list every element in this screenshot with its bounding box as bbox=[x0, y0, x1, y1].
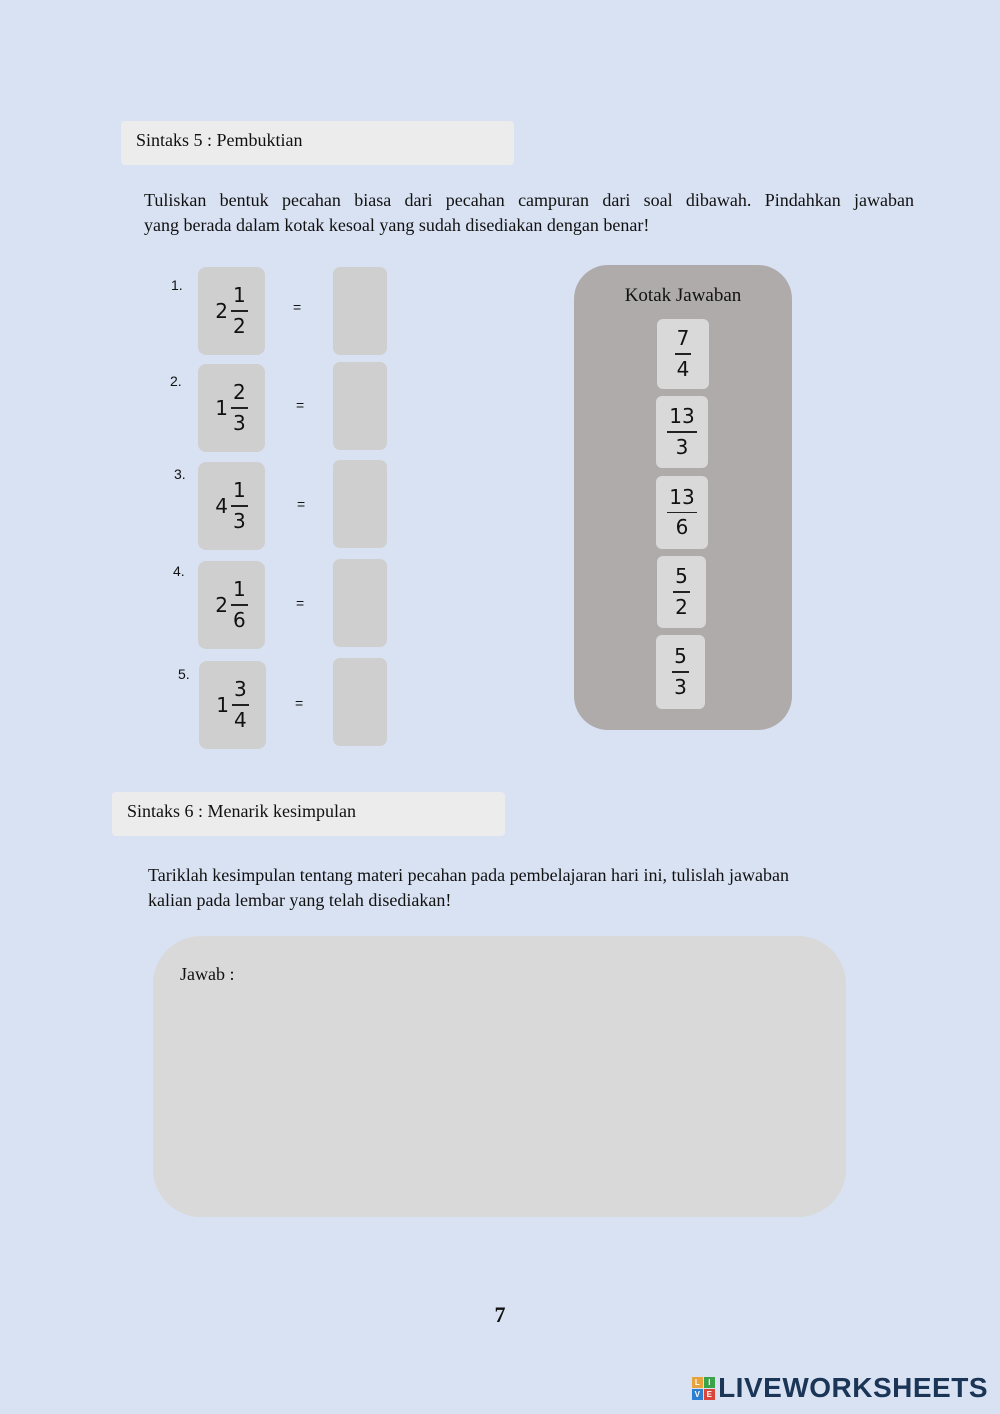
whole-number: 2 bbox=[215, 593, 228, 617]
numerator: 5 bbox=[675, 564, 688, 589]
answer-drop-box[interactable] bbox=[333, 460, 387, 548]
whole-number: 4 bbox=[215, 494, 228, 518]
equals-sign: = bbox=[296, 397, 305, 413]
denominator: 3 bbox=[233, 410, 246, 435]
section-6-header bbox=[112, 792, 505, 836]
answer-box-panel bbox=[574, 265, 792, 730]
page-number: 7 bbox=[494, 1302, 506, 1327]
fraction-bar bbox=[675, 353, 692, 355]
denominator: 3 bbox=[233, 508, 246, 533]
fraction-bar bbox=[667, 512, 696, 514]
denominator: 4 bbox=[234, 707, 247, 732]
question-mixed-fraction bbox=[198, 267, 265, 355]
question-number: 2. bbox=[170, 373, 182, 389]
section-5-instruction-line1: Tuliskan bentuk pecahan biasa dari pecahan campuran dari soal dibawah. Pindahkan jawaban bbox=[144, 190, 914, 210]
answer-label: Jawab : bbox=[180, 964, 235, 984]
denominator: 4 bbox=[676, 356, 690, 381]
question-mixed-fraction bbox=[198, 462, 265, 550]
question-number: 1. bbox=[171, 277, 183, 293]
answer-drop-box[interactable] bbox=[333, 267, 387, 355]
equals-sign: = bbox=[296, 595, 305, 611]
numerator: 2 bbox=[233, 380, 246, 405]
denominator: 6 bbox=[675, 515, 689, 540]
conclusion-answer-area[interactable] bbox=[153, 936, 846, 1217]
numerator: 1 bbox=[233, 577, 246, 602]
fraction-bar bbox=[673, 591, 690, 593]
equals-sign: = bbox=[293, 299, 302, 315]
answer-option[interactable] bbox=[656, 635, 705, 709]
answer-drop-box[interactable] bbox=[333, 362, 387, 450]
numerator: 5 bbox=[674, 644, 687, 669]
question-mixed-fraction bbox=[199, 661, 266, 749]
equals-sign: = bbox=[297, 496, 306, 512]
denominator: 3 bbox=[675, 434, 689, 459]
denominator: 2 bbox=[233, 313, 246, 338]
section-6-instruction bbox=[148, 863, 888, 913]
logo-text: LIVEWORKSHEETS bbox=[718, 1372, 988, 1403]
numerator: 1 bbox=[233, 478, 246, 503]
question-number: 3. bbox=[174, 466, 186, 482]
fraction-bar bbox=[231, 505, 248, 507]
numerator: 1 bbox=[233, 283, 246, 308]
numerator: 13 bbox=[669, 484, 695, 509]
section-5-title: Sintaks 5 : Pembuktian bbox=[136, 130, 303, 150]
numerator: 7 bbox=[676, 326, 690, 351]
denominator: 6 bbox=[233, 607, 246, 632]
question-number: 5. bbox=[178, 666, 190, 682]
answer-option[interactable] bbox=[656, 396, 708, 468]
question-number: 4. bbox=[173, 563, 185, 579]
numerator: 3 bbox=[234, 677, 247, 702]
fraction-bar bbox=[231, 604, 248, 606]
fraction-bar bbox=[672, 671, 689, 673]
fraction-bar bbox=[231, 310, 248, 312]
whole-number: 1 bbox=[215, 396, 228, 420]
section-5-instruction bbox=[144, 188, 914, 238]
liveworksheets-logo[interactable] bbox=[692, 1372, 988, 1404]
section-6-instruction-line1: Tariklah kesimpulan tentang materi pecahan pada pembelajaran hari ini, tulislah jawaban bbox=[148, 865, 789, 885]
logo-icon bbox=[692, 1377, 715, 1400]
question-mixed-fraction bbox=[198, 364, 265, 452]
numerator: 13 bbox=[669, 404, 695, 429]
denominator: 2 bbox=[675, 594, 688, 619]
answer-option[interactable] bbox=[657, 556, 706, 628]
answer-option[interactable] bbox=[657, 319, 709, 389]
fraction-bar bbox=[667, 431, 696, 433]
logo-tile: V bbox=[692, 1389, 703, 1400]
logo-tile: E bbox=[704, 1389, 715, 1400]
answer-option[interactable] bbox=[656, 476, 708, 549]
whole-number: 2 bbox=[215, 299, 228, 323]
section-5-instruction-line2: yang berada dalam kotak kesoal yang sudah disediakan dengan benar! bbox=[144, 215, 650, 235]
denominator: 3 bbox=[674, 674, 687, 699]
fraction-bar bbox=[231, 407, 248, 409]
section-6-instruction-line2: kalian pada lembar yang telah disediakan! bbox=[148, 890, 452, 910]
answer-drop-box[interactable] bbox=[333, 658, 387, 746]
answer-drop-box[interactable] bbox=[333, 559, 387, 647]
fraction-bar bbox=[232, 704, 249, 706]
question-mixed-fraction bbox=[198, 561, 265, 649]
logo-tile: I bbox=[704, 1377, 715, 1388]
section-5-header bbox=[121, 121, 514, 165]
equals-sign: = bbox=[295, 695, 304, 711]
section-6-title: Sintaks 6 : Menarik kesimpulan bbox=[127, 801, 356, 821]
logo-tile: L bbox=[692, 1377, 703, 1388]
whole-number: 1 bbox=[216, 693, 229, 717]
answer-box-title: Kotak Jawaban bbox=[624, 285, 742, 306]
